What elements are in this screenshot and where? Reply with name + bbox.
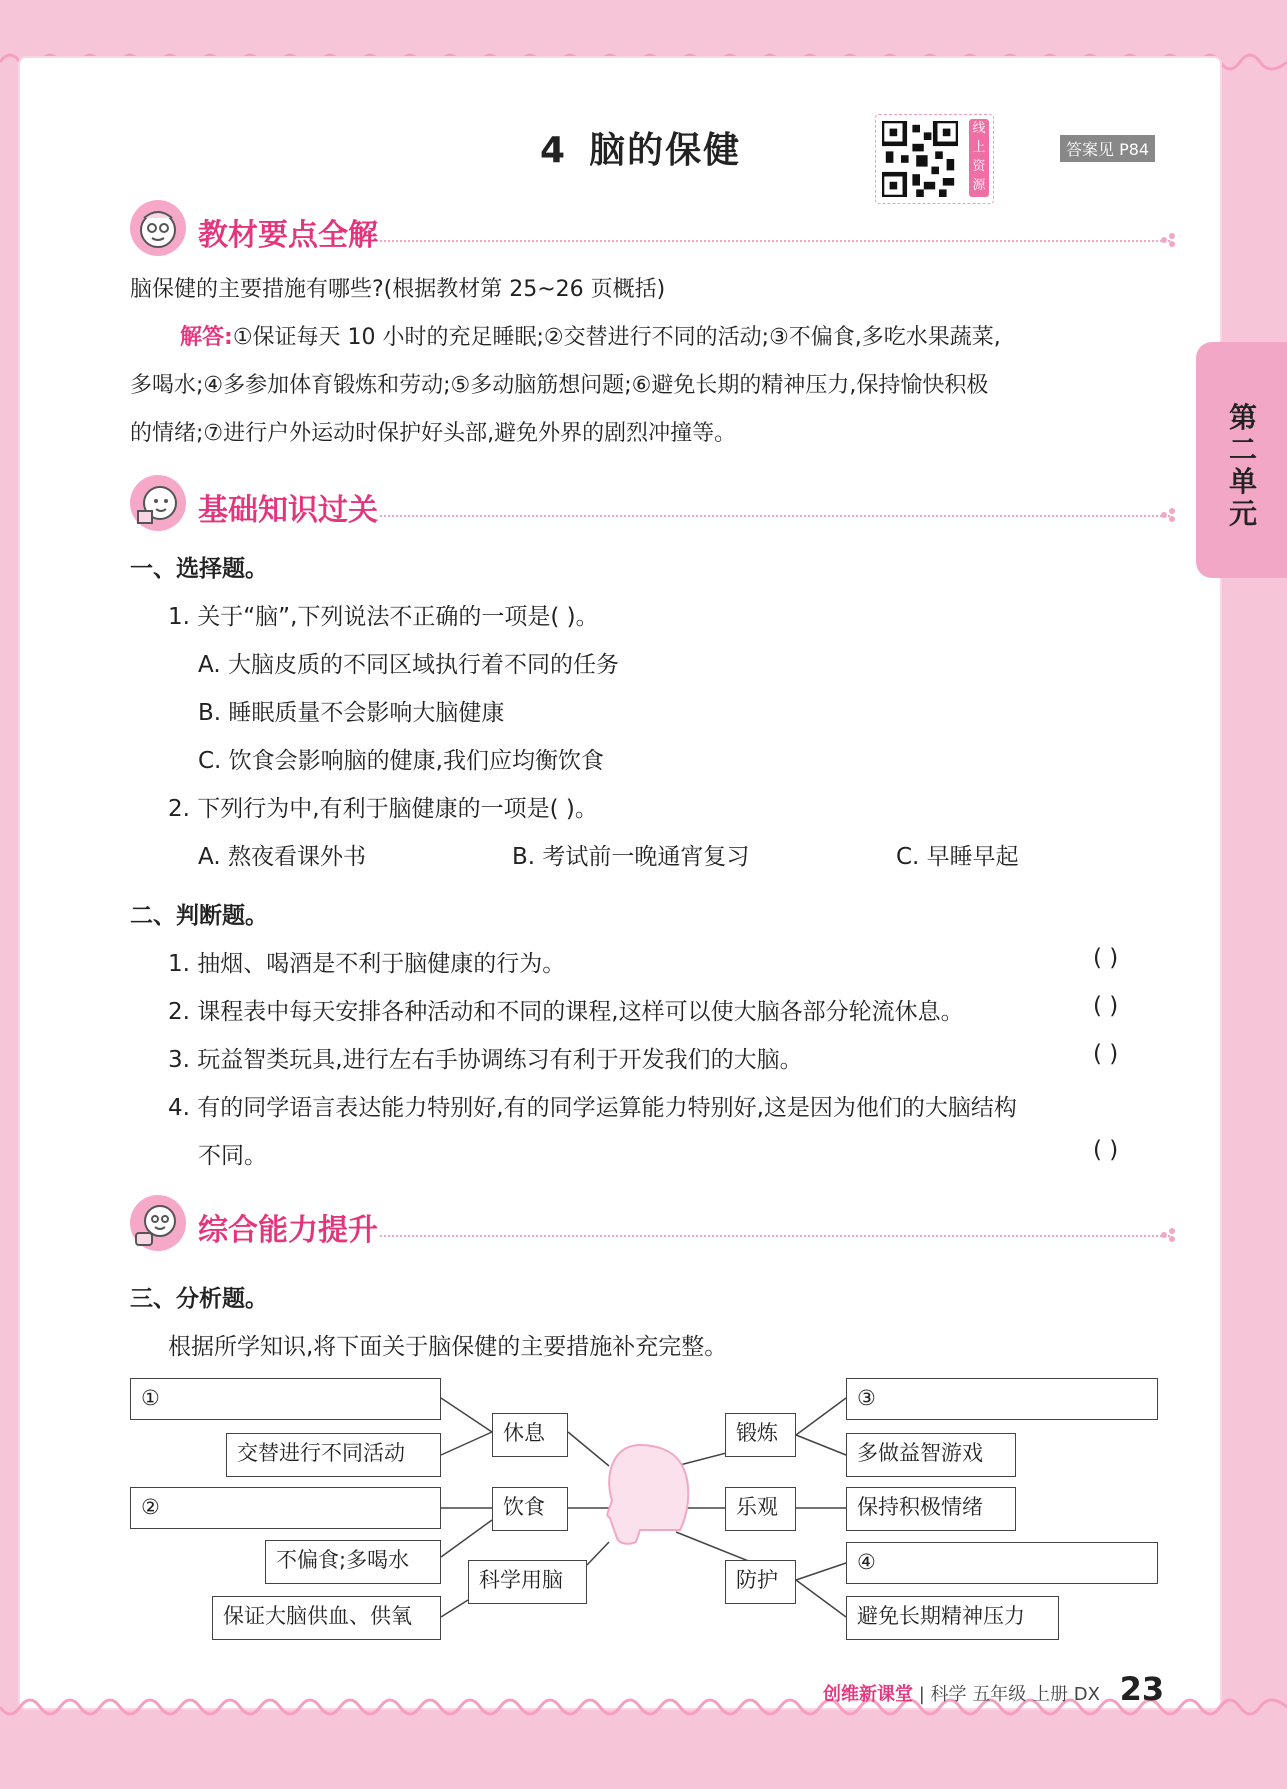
qr-code-icon: [882, 121, 958, 197]
section-title: 综合能力提升: [198, 1213, 378, 1248]
dotted-divider: [380, 1235, 1170, 1237]
unit-label: 第二单元: [1228, 401, 1257, 530]
key-points-answer-line2: 多喝水;④多参加体育锻炼和劳动;⑤多动脑筋想问题;⑥避免长期的精神压力,保持愉快积极: [130, 373, 989, 398]
judge-q2-answer-blank[interactable]: ( ): [1093, 993, 1119, 1019]
judge-q3: 3. 玩益智类玩具,进行左右手协调练习有利于开发我们的大脑。: [168, 1047, 803, 1073]
judge-q4-answer-blank[interactable]: ( ): [1093, 1137, 1119, 1163]
page-footer: [823, 1670, 1164, 1708]
cartoon-character-icon: [130, 200, 186, 256]
category-rest: 休息: [492, 1413, 568, 1457]
analysis-prompt: 根据所学知识,将下面关于脑保健的主要措施补充完整。: [168, 1334, 728, 1360]
choice-q1-option-a: A. 大脑皮质的不同区域执行着不同的任务: [198, 652, 619, 678]
blank-2-box[interactable]: ②: [130, 1487, 441, 1529]
answer-label: 解答:: [180, 325, 233, 350]
decorative-dots-icon: [1160, 507, 1176, 523]
choice-q2-option-a: A. 熬夜看课外书: [198, 844, 366, 870]
dotted-divider: [380, 515, 1170, 517]
choice-q2: 2. 下列行为中,有利于脑健康的一项是( )。: [168, 796, 598, 822]
footer-brand: 创维新课堂: [823, 1684, 913, 1705]
unit-side-tab[interactable]: [1196, 342, 1287, 578]
choice-q2-option-b: B. 考试前一晚通宵复习: [512, 844, 750, 870]
section-title: 教材要点全解: [198, 218, 378, 253]
dotted-divider: [380, 240, 1170, 242]
category-exercise: 锻炼: [725, 1413, 796, 1457]
choice-q2-option-c: C. 早睡早起: [896, 844, 1019, 870]
blank-4-box[interactable]: ④: [846, 1542, 1158, 1584]
answer-reference: 答案见 P84: [1060, 135, 1155, 162]
page-number: 23: [1119, 1670, 1165, 1708]
diet-measure-box: 不偏食;多喝水: [265, 1540, 441, 1584]
choice-q1-option-b: B. 睡眠质量不会影响大脑健康: [198, 700, 505, 726]
lesson-number: 4: [540, 130, 568, 171]
footer-info: 科学 五年级 上册 DX: [930, 1684, 1100, 1705]
judge-heading: 二、判断题。: [130, 903, 268, 929]
lesson-name: 脑的保健: [589, 130, 742, 171]
exercise-measure-box: 多做益智游戏: [846, 1433, 1016, 1477]
section-header-advanced: [130, 1195, 1170, 1251]
decorative-dots-icon: [1160, 1227, 1176, 1243]
rest-measure-box: 交替进行不同活动: [226, 1433, 441, 1477]
protection-measure-box: 避免长期精神压力: [846, 1596, 1059, 1640]
cartoon-character-icon: [130, 1195, 186, 1251]
footer-separator: |: [918, 1684, 925, 1705]
category-protection: 防护: [725, 1560, 796, 1604]
category-brain-use: 科学用脑: [468, 1560, 587, 1604]
section-title: 基础知识过关: [198, 493, 378, 528]
brain-measure-box: 保证大脑供血、供氧: [212, 1596, 441, 1640]
qr-code-panel[interactable]: [875, 114, 994, 204]
judge-q4-line2: 不同。: [198, 1143, 267, 1169]
choice-q1: 1. 关于“脑”,下列说法不正确的一项是( )。: [168, 604, 599, 630]
judge-q2: 2. 课程表中每天安排各种活动和不同的课程,这样可以使大脑各部分轮流休息。: [168, 999, 964, 1025]
category-diet: 饮食: [492, 1487, 568, 1531]
lesson-title: [540, 122, 741, 173]
category-optimism: 乐观: [725, 1487, 796, 1531]
optimism-measure-box: 保持积极情绪: [846, 1487, 1016, 1531]
cartoon-character-icon: [130, 475, 186, 531]
qr-label: 线上资源: [969, 119, 989, 197]
key-points-answer-line3: 的情绪;⑦进行户外运动时保护好头部,避免外界的剧烈冲撞等。: [130, 421, 737, 446]
judge-q4-line1: 4. 有的同学语言表达能力特别好,有的同学运算能力特别好,这是因为他们的大脑结构: [168, 1095, 1017, 1121]
choice-heading: 一、选择题。: [130, 556, 268, 582]
blank-1-box[interactable]: ①: [130, 1378, 441, 1420]
section-header-key-points: [130, 200, 1170, 256]
choice-q1-option-c: C. 饮食会影响脑的健康,我们应均衡饮食: [198, 748, 604, 774]
blank-3-box[interactable]: ③: [846, 1378, 1158, 1420]
judge-q1-answer-blank[interactable]: ( ): [1093, 945, 1119, 971]
judge-q3-answer-blank[interactable]: ( ): [1093, 1041, 1119, 1067]
decorative-dots-icon: [1160, 232, 1176, 248]
analysis-heading: 三、分析题。: [130, 1286, 268, 1312]
section-header-basic: [130, 475, 1170, 531]
key-points-answer-line1: 解答:①保证每天 10 小时的充足睡眠;②交替进行不同的活动;③不偏食,多吃水果蔬菜,: [180, 325, 1001, 350]
judge-q1: 1. 抽烟、喝酒是不利于脑健康的行为。: [168, 951, 566, 977]
key-points-question: 脑保健的主要措施有哪些?(根据教材第 25~26 页概括): [130, 277, 666, 302]
